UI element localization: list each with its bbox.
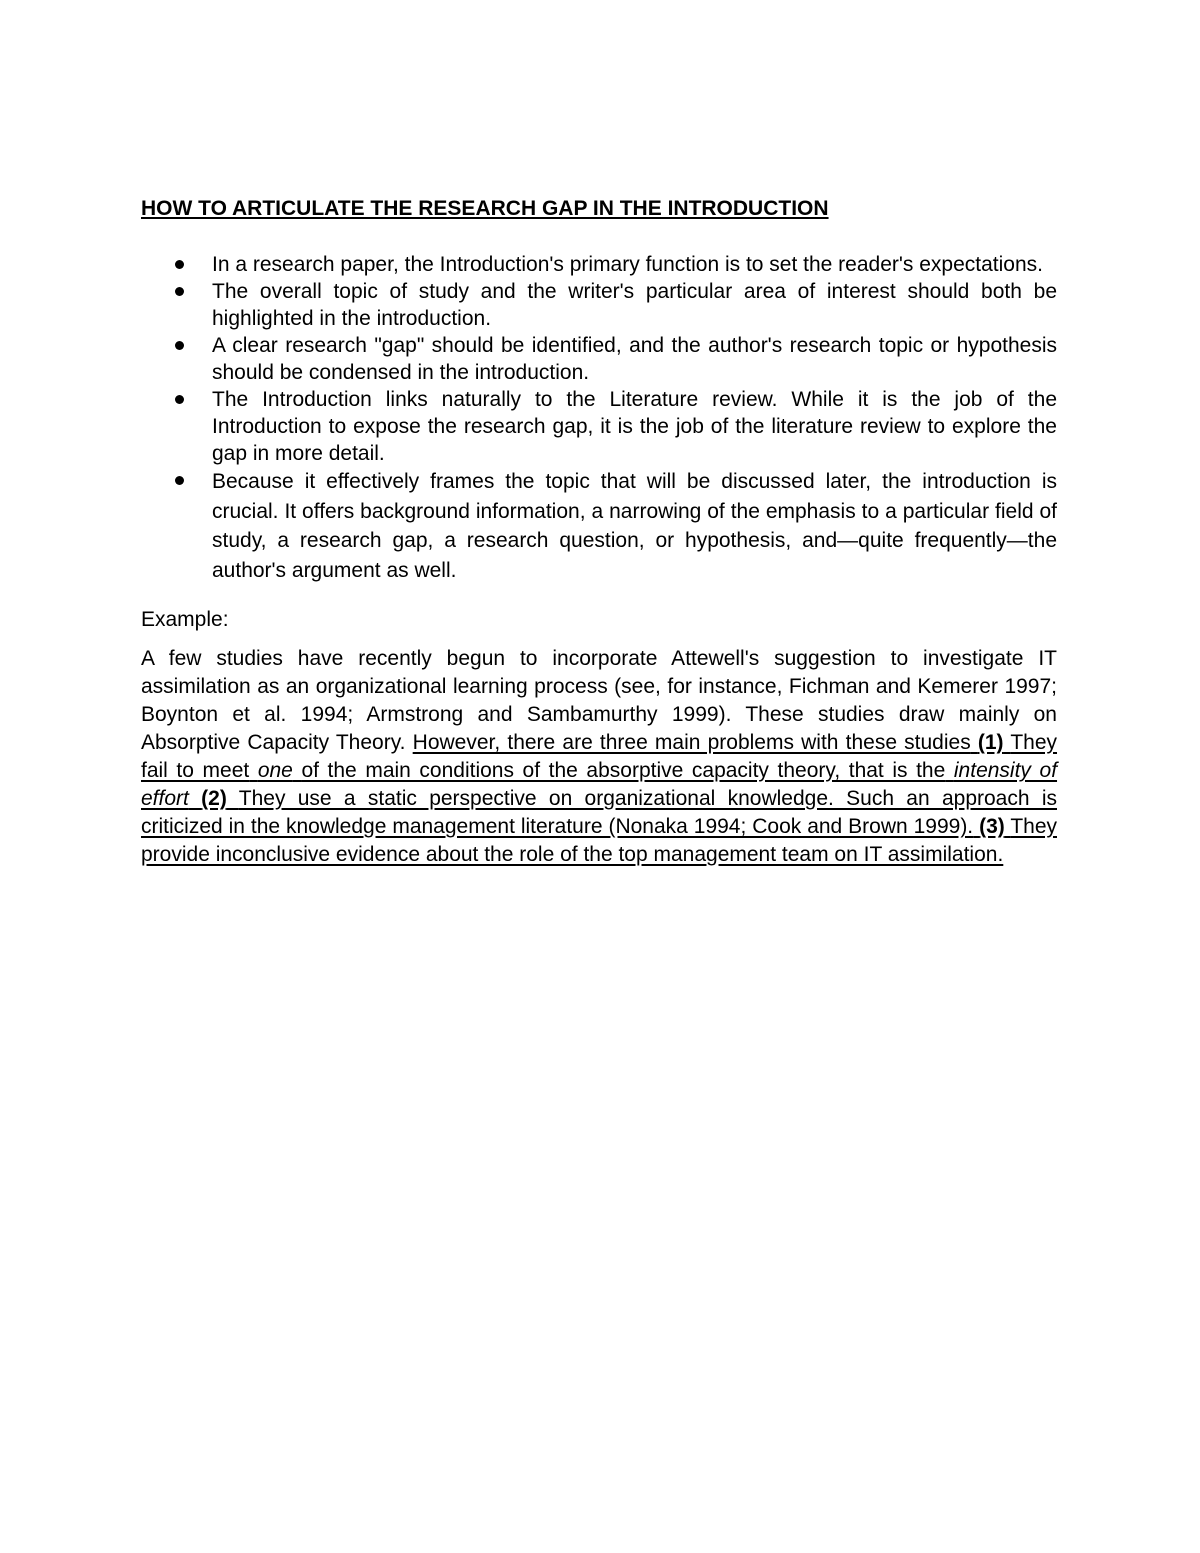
- problem-number-2: (2): [201, 787, 227, 810]
- example-paragraph: [141, 645, 1057, 869]
- bullet-icon: [175, 260, 184, 269]
- problem-1-text: They fail to meet: [141, 731, 1058, 782]
- bullet-text: The Introduction links naturally to the Literature review. While it is the job of the Introduction to expose the research gap, it is the job of the literature review to explore the gap in more detail.: [212, 388, 1057, 465]
- document-title: HOW TO ARTICULATE THE RESEARCH GAP IN THE INTRODUCTION: [141, 197, 829, 220]
- bullet-item-4: [141, 386, 1057, 467]
- bullet-list: [141, 251, 1057, 585]
- bullet-icon: [175, 395, 184, 404]
- problem-number-1: (1): [977, 731, 1004, 754]
- bullet-text: A clear research "gap" should be identified, and the author's research topic or hypothesis should be condensed in the introduction.: [212, 334, 1057, 384]
- bullet-icon: [175, 341, 184, 350]
- bullet-item-3: [141, 332, 1057, 386]
- document-body: [141, 194, 1057, 869]
- problem-1-text-cont: of the main conditions of the absorptive capacity theory, that is the: [301, 759, 946, 782]
- bullet-text: In a research paper, the Introduction's primary function is to set the reader's expectations.: [212, 253, 1043, 276]
- problems-intro: However, there are three main problems with these studies: [412, 731, 971, 754]
- bullet-item-5: [141, 467, 1057, 585]
- example-plain-text: A few studies have recently begun to incorporate Attewell's suggestion to investigate IT assimilation as an organizational learning process (see, for instance, Fichman and Kemerer 1997; Boynton et al. 1994; Armstrong and Sambamurthy 1999). These studies draw mainly on Absorptive Capacity Theory.: [141, 647, 1057, 754]
- bullet-text: The overall topic of study and the writer's particular area of interest should both be highlighted in the introduction.: [212, 280, 1057, 330]
- bullet-text: Because it effectively frames the topic that will be discussed later, the introduction is crucial. It offers background information, a narrowing of the emphasis to a particular field of study, a research gap, a research question, or hypothesis, and—quite frequently—the author's argument as well.: [212, 470, 1057, 582]
- bullet-icon: [175, 287, 184, 296]
- problem-1-emphasis-2: intensity of effort: [141, 759, 1058, 810]
- bullet-item-2: [141, 278, 1057, 332]
- example-label: Example:: [141, 608, 229, 631]
- problem-1-emphasis: one: [257, 759, 293, 782]
- problem-number-3: (3): [979, 815, 1005, 838]
- problem-2-text: They use a static perspective on organizational knowledge. Such an approach is criticized in the knowledge management literature (Nonaka 1994; Cook and Brown 1999).: [141, 787, 1057, 838]
- bullet-item-1: [141, 251, 1057, 278]
- bullet-icon: [175, 476, 184, 485]
- problem-3-text: They provide inconclusive evidence about the role of the top management team on IT assimilation.: [141, 815, 1057, 866]
